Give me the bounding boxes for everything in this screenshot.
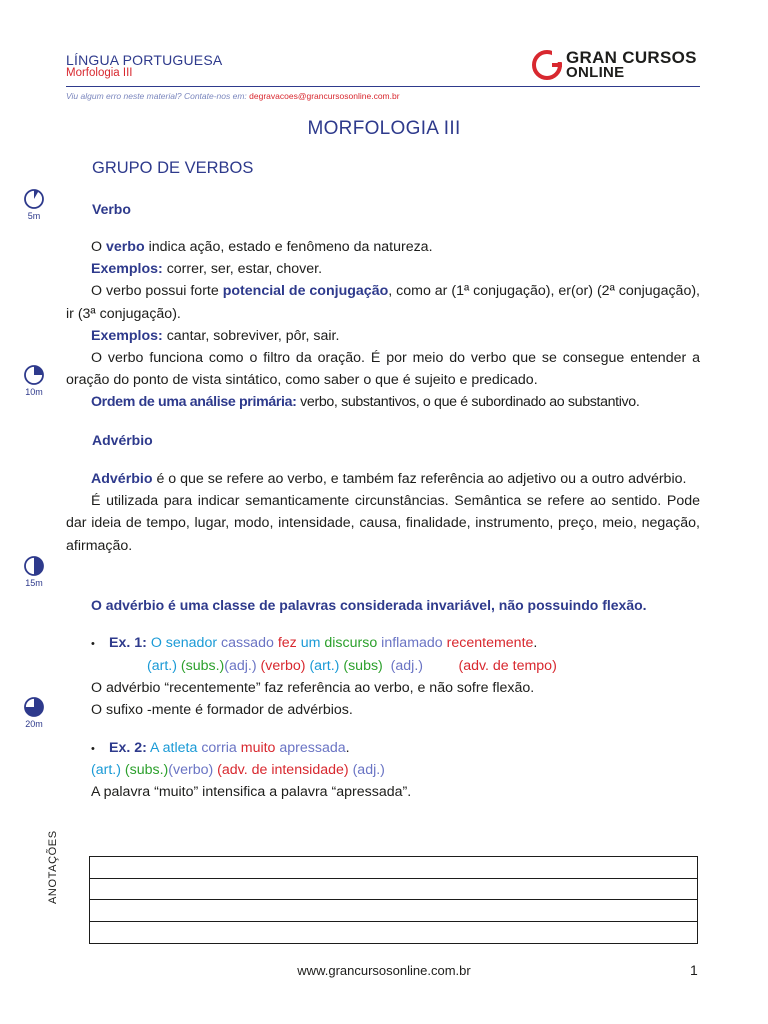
timer-20m	[22, 696, 46, 729]
footer-url-link[interactable]: www.grancursosonline.com.br	[297, 963, 471, 978]
term-verbo: verbo	[105, 239, 145, 255]
example-1-notes	[66, 677, 700, 721]
word: apressada	[279, 740, 346, 756]
adverbio-body	[66, 468, 700, 557]
clock-icon	[23, 555, 45, 577]
ordem-label: Ordem de uma análise primária:	[91, 394, 297, 411]
notes-label: ANOTAÇÕES	[47, 830, 59, 904]
word: discurso	[324, 635, 378, 651]
timer-label: 5m	[27, 211, 41, 221]
note: O sufixo -mente é formador de advérbios.	[91, 702, 353, 719]
tag: (subs.)	[124, 762, 169, 778]
page-title: MORFOLOGIA III	[307, 118, 461, 139]
tag: (verbo)	[168, 762, 214, 778]
subject-title: LÍNGUA PORTUGUESA	[66, 52, 223, 68]
example-2	[91, 737, 700, 760]
paragraph	[66, 280, 700, 324]
section-title: GRUPO DE VERBOS	[92, 159, 254, 177]
word: muito	[240, 740, 276, 756]
logo-text-line2: ONLINE	[566, 64, 625, 81]
notes-box[interactable]	[89, 856, 698, 944]
note: O advérbio “recentemente” faz referência ao verbo, e não sofre flexão.	[91, 680, 535, 696]
term-conjugacao: potencial de conjugação	[222, 283, 389, 300]
example-label: Ex. 1:	[109, 635, 147, 651]
paragraph	[66, 236, 700, 258]
verbo-body	[66, 236, 700, 414]
tag: (art.)	[309, 658, 340, 675]
word: recentemente	[446, 635, 534, 651]
tag: (art.)	[91, 762, 121, 778]
word: fez	[277, 635, 297, 651]
logo-text-line1: GRAN CURSOS	[566, 48, 697, 67]
tag: (adv. de tempo)	[458, 658, 557, 675]
example-1	[91, 632, 700, 677]
term-adverbio: Advérbio	[91, 471, 153, 487]
contact-email-link[interactable]: degravacoes@grancursosonline.com.br	[249, 91, 400, 101]
contact-text: Viu algum erro neste material? Contate-nos em:	[66, 91, 250, 101]
word: A atleta	[150, 740, 198, 756]
notes-line[interactable]	[90, 922, 697, 944]
text: O	[91, 239, 106, 255]
highlight-statement: O advérbio é uma classe de palavras considerada invariável, não possuindo flexão.	[91, 597, 647, 613]
clock-icon	[23, 188, 45, 210]
paragraph: O verbo funciona como o filtro da oração. É por meio do verbo que se consegue entender a oração do ponto de vista sintático, como saber o que é sujeito e predicado.	[66, 350, 700, 389]
text: cantar, sobreviver, pôr, sair.	[162, 327, 340, 344]
tag: (adj.)	[224, 658, 257, 675]
text: O verbo possui forte	[91, 283, 223, 300]
notes-line[interactable]	[90, 879, 697, 901]
timer-10m	[22, 364, 46, 397]
word: O senador	[150, 635, 218, 651]
tag: (adj.)	[390, 658, 423, 675]
topic-subtitle: Morfologia III	[66, 67, 133, 79]
tag: (subs.)	[180, 658, 225, 675]
tag: (adj.)	[352, 762, 385, 778]
timer-label: 20m	[25, 719, 43, 729]
example-1-tags	[91, 655, 700, 677]
bullet-icon: •	[91, 638, 95, 650]
examples-label: Exemplos:	[91, 327, 163, 344]
example-label: Ex. 2:	[109, 740, 147, 756]
text: verbo, substantivos, o que é subordinado ao substantivo.	[296, 394, 640, 411]
word: cassado	[221, 635, 274, 651]
gran-cursos-logo	[532, 48, 702, 82]
timer-label: 15m	[25, 578, 43, 588]
text: .	[533, 635, 538, 651]
clock-icon	[23, 364, 45, 386]
word: inflamado	[381, 635, 443, 651]
adverbio-heading: Advérbio	[92, 432, 153, 448]
text: indica ação, estado e fenômeno da natureza.	[144, 239, 433, 255]
timer-label: 10m	[25, 387, 43, 397]
bullet-icon: •	[91, 743, 95, 755]
header-divider	[66, 86, 700, 87]
text: é o que se refere ao verbo, e também faz referência ao adjetivo ou a outro advérbio.	[152, 471, 687, 487]
logo-g-icon	[532, 50, 562, 80]
note: A palavra “muito” intensifica a palavra “apressada”.	[91, 784, 412, 801]
paragraph	[66, 468, 700, 490]
paragraph	[66, 391, 700, 413]
paragraph: É utilizada para indicar semanticamente circunstâncias. Semântica se refere ao sentido. Pode dar ideia de tempo, lugar, modo, intensidade, causa, finalidade, instrumento, preço, meio, negação, afirmação.	[66, 493, 700, 554]
example-2-details	[66, 759, 700, 803]
tag: (verbo)	[260, 658, 306, 675]
tag: (subs)	[343, 658, 383, 675]
example-1-sentence	[91, 632, 700, 655]
contact-line	[66, 91, 400, 101]
example-2-sentence	[91, 737, 700, 760]
word: corria	[201, 740, 237, 756]
word: um	[300, 635, 321, 651]
examples-label: Exemplos:	[91, 261, 163, 278]
timer-5m	[22, 188, 46, 221]
notes-line[interactable]	[90, 900, 697, 922]
verbo-heading: Verbo	[92, 201, 131, 217]
tag: (adv. de intensidade)	[217, 762, 349, 778]
timer-15m	[22, 555, 46, 588]
text: , como ar (1ª conjugação), er(or) (2ª conjugação), ir (3ª conjugação).	[66, 283, 700, 322]
notes-line[interactable]	[90, 857, 697, 879]
text: .	[345, 740, 350, 756]
clock-icon	[23, 696, 45, 718]
text: correr, ser, estar, chover.	[162, 261, 323, 278]
example-2-tags	[66, 759, 700, 781]
paragraph	[66, 258, 700, 280]
paragraph	[66, 325, 700, 347]
page-number: 1	[690, 962, 698, 978]
tag: (art.)	[147, 658, 177, 675]
